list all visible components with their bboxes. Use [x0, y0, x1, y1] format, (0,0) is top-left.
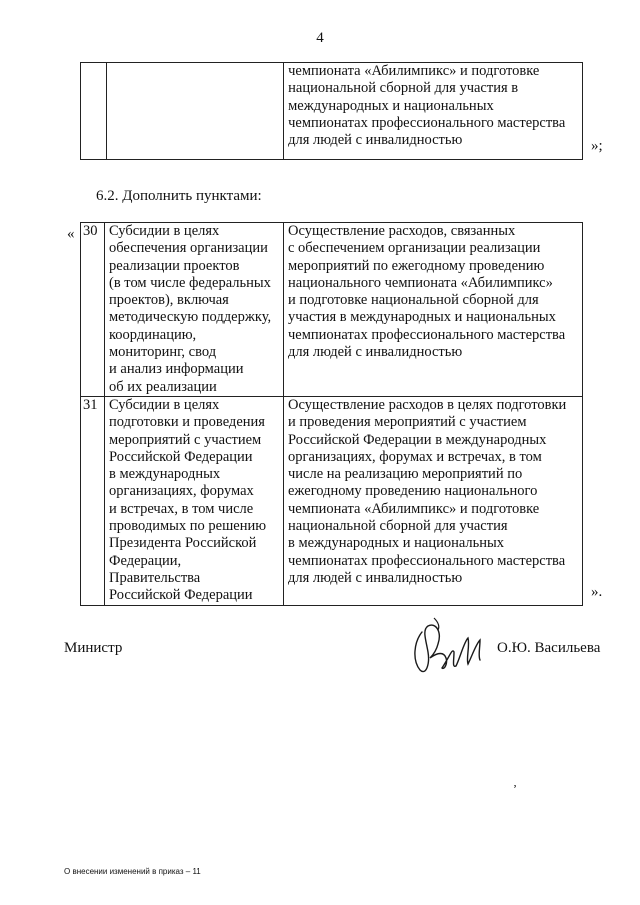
- text-line: методическую поддержку,: [109, 309, 272, 326]
- text-line: Субсидии в целях: [109, 223, 220, 239]
- text-line: для людей с инвалидностью: [288, 344, 463, 361]
- text-line: об их реализации: [109, 378, 217, 395]
- text-line: чемпионатах профессионального мастерства: [288, 114, 566, 131]
- table-continuation: [80, 62, 583, 160]
- footer-note: О внесении изменений в приказ – 11: [64, 867, 201, 876]
- text-line: для людей с инвалидностью: [288, 569, 463, 586]
- text-line: Российской Федерации: [109, 448, 253, 465]
- table-cell-name: [106, 63, 283, 160]
- handwritten-signature: [408, 612, 490, 685]
- text-line: для людей с инвалидностью: [288, 132, 463, 149]
- opening-quote: «: [67, 226, 75, 242]
- text-line: мероприятий с участием: [109, 431, 262, 448]
- table-row: [81, 63, 583, 160]
- table-row: [81, 223, 583, 397]
- table-new-items: [80, 222, 583, 606]
- text-line: чемпионата «Абилимпикс» и подготовке: [288, 63, 540, 79]
- text-line: и проведения мероприятий с участием: [288, 414, 527, 431]
- table-cell-description: [284, 63, 583, 160]
- text-line: международных и национальных: [288, 97, 494, 114]
- text-line: Федерации,: [109, 552, 182, 569]
- table-cell-number: 31: [81, 396, 105, 605]
- text-line: ежегодному проведению национального: [288, 483, 538, 500]
- table-cell-name: [105, 396, 284, 605]
- table-cell-number: [81, 63, 107, 160]
- text-line: с обеспечением организации реализации: [288, 240, 541, 257]
- signatory-title: Министр: [64, 640, 123, 656]
- text-line: национальной сборной для участия: [288, 518, 508, 535]
- text-line: мониторинг, свод: [109, 344, 217, 361]
- text-line: Президента Российской: [109, 535, 257, 552]
- table-cell-number: 30: [81, 223, 105, 397]
- text-line: организациях, форумах: [109, 483, 254, 500]
- text-line: и подготовке национальной сборной для: [288, 292, 539, 309]
- text-line: чемпионатах профессионального мастерства: [288, 326, 566, 343]
- text-line: чемпионата «Абилимпикс» и подготовке: [288, 500, 540, 517]
- text-line: числе на реализацию мероприятий по: [288, 466, 523, 483]
- text-line: в международных: [109, 466, 221, 483]
- closing-quote: »;: [591, 138, 603, 154]
- text-line: проектов), включая: [109, 292, 229, 309]
- text-line: Субсидии в целях: [109, 396, 220, 413]
- text-line: национального чемпионата «Абилимпикс»: [288, 274, 553, 291]
- table-cell-name: [105, 223, 284, 397]
- text-line: и встречах, в том числе: [109, 500, 254, 517]
- table-cell-description: [284, 396, 583, 605]
- text-line: координацию,: [109, 326, 197, 343]
- text-line: организациях, форумах и встречах, в том: [288, 448, 542, 465]
- text-line: Осуществление расходов в целях подготовки: [288, 396, 567, 413]
- text-line: в международных и национальных: [288, 535, 505, 552]
- text-line: и анализ информации: [109, 361, 244, 378]
- text-line: Российской Федерации в международных: [288, 431, 547, 448]
- text-line: Правительства: [109, 569, 201, 586]
- closing-quote: ».: [591, 584, 603, 600]
- text-line: проводимых по решению: [109, 518, 267, 535]
- page-number: 4: [316, 30, 324, 46]
- stray-mark: ʼ: [513, 782, 517, 796]
- text-line: чемпионатах профессионального мастерства: [288, 552, 566, 569]
- signatory-name: О.Ю. Васильева: [497, 640, 601, 656]
- text-line: Российской Федерации: [109, 587, 253, 604]
- text-line: Осуществление расходов, связанных: [288, 223, 516, 239]
- table-row: [81, 396, 583, 605]
- table-cell-description: [284, 223, 583, 397]
- text-line: национальной сборной для участия в: [288, 80, 519, 97]
- section-intro: 6.2. Дополнить пунктами:: [96, 188, 262, 204]
- text-line: реализации проектов: [109, 257, 240, 274]
- text-line: (в том числе федеральных: [109, 274, 271, 291]
- text-line: подготовки и проведения: [109, 414, 265, 431]
- text-line: обеспечения организации: [109, 240, 268, 257]
- text-line: мероприятий по ежегодному проведению: [288, 257, 545, 274]
- text-line: участия в международных и национальных: [288, 309, 556, 326]
